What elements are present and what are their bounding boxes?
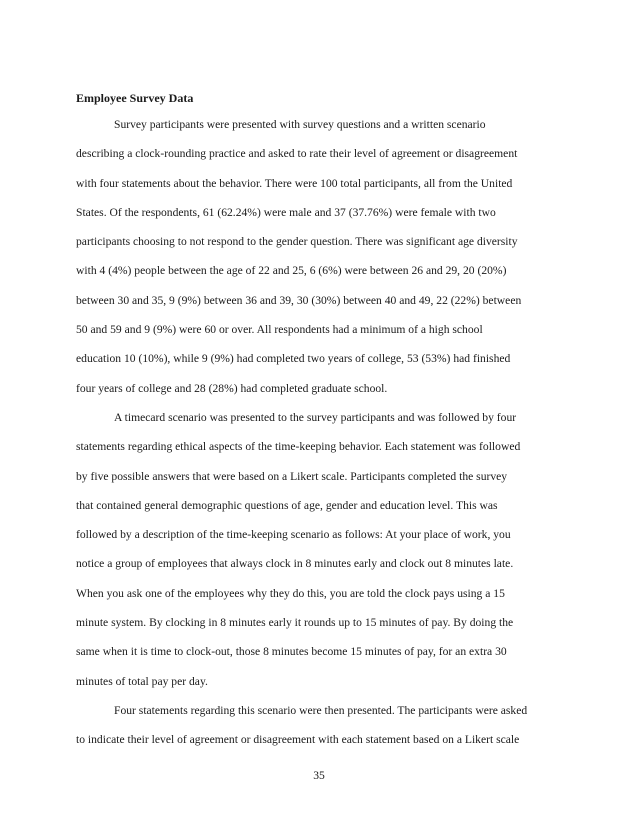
text-line: notice a group of employees that always clock in 8 minutes early and clock out 8 minutes late. (76, 557, 514, 571)
text-line: minutes of total pay per day. (76, 674, 208, 688)
text-line: When you ask one of the employees why they do this, you are told the clock pays using a 15 (76, 586, 505, 600)
text-line: A timecard scenario was presented to the survey participants and was followed by four (114, 410, 517, 424)
paragraph-survey-participants (76, 117, 566, 410)
text-line: participants choosing to not respond to the gender question. There was significant age diversity (76, 235, 518, 249)
text-line: that contained general demographic questions of age, gender and education level. This was (76, 498, 498, 512)
text-line: minute system. By clocking in 8 minutes early it rounds up to 15 minutes of pay. By doing the (76, 616, 514, 630)
text-line: between 30 and 35, 9 (9%) between 36 and 39, 30 (30%) between 40 and 49, 22 (22%) between (76, 293, 522, 307)
text-line: Four statements regarding this scenario were then presented. The participants were asked (114, 703, 528, 717)
text-line: same when it is time to clock-out, those 8 minutes become 15 minutes of pay, for an extra 30 (76, 645, 507, 659)
text-line: four years of college and 28 (28%) had completed graduate school. (76, 381, 388, 395)
paragraph-four-statements (76, 703, 566, 762)
text-line: to indicate their level of agreement or disagreement with each statement based on a Likert scale (76, 733, 520, 747)
text-line: by five possible answers that were based on a Likert scale. Participants completed the survey (76, 469, 508, 483)
paragraph-timecard-scenario (76, 410, 566, 703)
text-line: with four statements about the behavior. There were 100 total participants, all from the United (76, 176, 513, 190)
text-line: with 4 (4%) people between the age of 22 and 25, 6 (6%) were between 26 and 29, 20 (20%) (76, 264, 507, 278)
text-line: education 10 (10%), while 9 (9%) had completed two years of college, 53 (53%) had finished (76, 352, 511, 366)
text-line: followed by a description of the time-keeping scenario as follows: At your place of work, you (76, 528, 511, 542)
text-line: describing a clock-rounding practice and asked to rate their level of agreement or disagreement (76, 147, 518, 161)
page-number: 35 (313, 769, 325, 782)
text-line: Survey participants were presented with survey questions and a written scenario (114, 118, 486, 131)
text-line: 50 and 59 and 9 (9%) were 60 or over. All respondents had a minimum of a high school (76, 323, 483, 337)
text-line: statements regarding ethical aspects of the time-keeping behavior. Each statement was followed (76, 440, 521, 454)
body-text (76, 117, 566, 762)
text-line: States. Of the respondents, 61 (62.24%) were male and 37 (37.76%) were female with two (76, 205, 496, 219)
section-heading: Employee Survey Data (76, 91, 194, 105)
